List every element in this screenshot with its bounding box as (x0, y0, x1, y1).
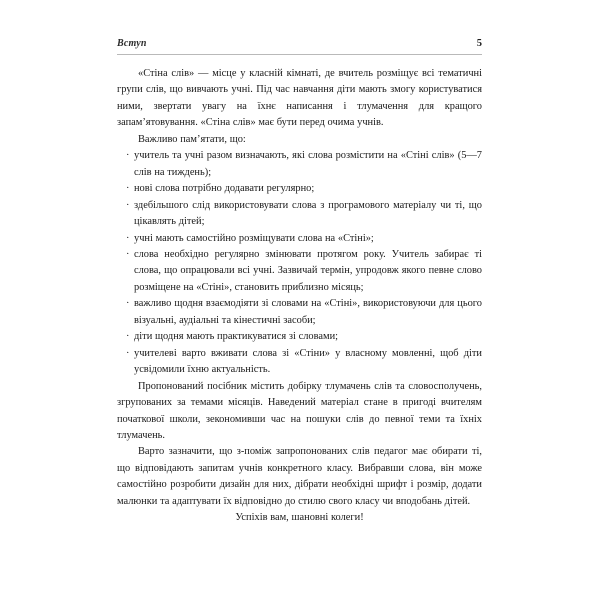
header-rule-divider (117, 54, 482, 55)
page-text-column (117, 66, 482, 527)
list-item-text: учителеві варто вживати слова зі «Стіни» у власному мовленні, щоб діти усвідомили їхню актуальність. (134, 347, 482, 376)
list-item-text: діти щодня мають практикуватися зі словами; (134, 331, 339, 343)
body-paragraph-2: Пропонований посібник містить добірку тлумачень слів та словосполучень, згрупованих за темами місяців. Наведений матеріал стане в пригоді вчителям початкової школи, зекономивши час на пошуки слів до певної теми та їхніх тлумачень. (117, 380, 482, 441)
list-item (117, 148, 482, 181)
list-item (117, 231, 482, 247)
guidelines-list (117, 148, 482, 378)
running-head-title: Вступ (117, 38, 147, 49)
bullet-icon: · (126, 183, 130, 195)
bullet-icon: · (126, 248, 130, 260)
list-item-text: слова необхідно регулярно змінювати протягом року. Учитель забирає ті слова, що опрацювали всі учні. Зазвичай термін, упродовж якого певне слово розміщене на «Стіні», становить приблизно місяць; (134, 248, 482, 293)
bullet-icon: · (126, 298, 130, 310)
closing-line: Успіхів вам, шановні колеги! (235, 512, 364, 524)
page-number: 5 (476, 38, 482, 49)
bullet-icon: · (126, 347, 130, 359)
bullet-icon: · (126, 232, 130, 244)
list-item-text: нові слова потрібно додавати регулярно; (134, 183, 315, 195)
list-item-text: учитель та учні разом визначають, які слова розмістити на «Стіні слів» (5—7 слів на тиждень); (134, 150, 482, 178)
intro-paragraph: «Стіна слів» — місце у класній кімнаті, де вчитель розміщує всі тематичні групи слів, що вивчають учні. Під час навчання діти мають змогу користуватися ними, звертати увагу на їхнє написання і тлумачення для кращого запам’ятовування. «Стіна слів» має бути перед очима учнів. (117, 68, 482, 129)
bullet-icon: · (126, 199, 130, 211)
list-item-text: учні мають самостійно розміщувати слова на «Стіні»; (134, 232, 374, 244)
list-item (117, 181, 482, 197)
list-item (117, 329, 482, 345)
list-item (117, 346, 482, 379)
list-item-text: здебільшого слід використовувати слова з програмового матеріалу чи ті, що цікавлять дітей; (134, 199, 482, 228)
running-header (117, 38, 482, 54)
list-lead-in: Важливо пам’ятати, що: (138, 133, 246, 145)
list-item (117, 296, 482, 329)
list-item (117, 198, 482, 231)
body-paragraph-3: Варто зазначити, що з-поміж запропонованих слів педагог має обирати ті, що відповідають запитам учнів конкретного класу. Вибравши слова, він може самостійно розробити дизайн для них, дібрати необхідні шрифт і розмір, додати малюнки та адаптувати їх відповідно до стилю свого класу чи вподобань дітей. (117, 446, 482, 507)
list-item (117, 247, 482, 296)
bullet-icon: · (126, 331, 130, 343)
bullet-icon: · (126, 150, 130, 162)
list-item-text: важливо щодня взаємодіяти зі словами на «Стіні», використовуючи для цього візуальні, аудіальні та кінестичні засоби; (134, 298, 482, 326)
